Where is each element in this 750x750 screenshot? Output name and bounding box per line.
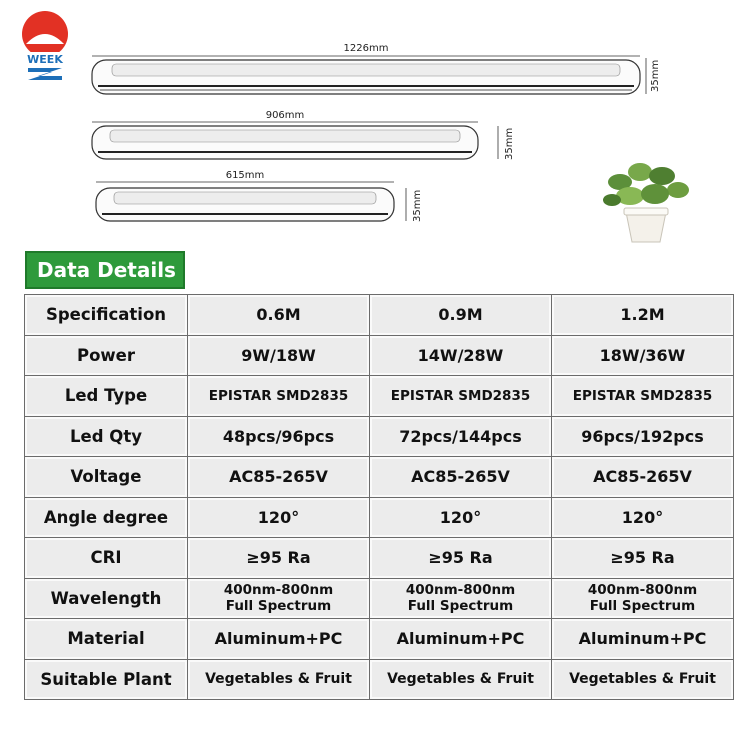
row-label: Angle degree <box>25 497 188 538</box>
table-cell: Vegetables & Fruit <box>188 659 370 700</box>
table-cell: ≥95 Ra <box>370 538 552 579</box>
table-row <box>25 659 734 700</box>
spec-table <box>24 294 734 700</box>
height-label-3: 35mm <box>412 189 423 222</box>
table-row <box>25 497 734 538</box>
table-cell: 0.6M <box>188 295 370 336</box>
table-row <box>25 335 734 376</box>
table-cell: Aluminum+PC <box>188 619 370 660</box>
table-cell: 96pcs/192pcs <box>552 416 734 457</box>
table-cell: EPISTAR SMD2835 <box>552 376 734 417</box>
table-cell: 1.2M <box>552 295 734 336</box>
table-cell: 48pcs/96pcs <box>188 416 370 457</box>
table-row <box>25 416 734 457</box>
wavelength-spectrum: Full Spectrum <box>225 598 332 615</box>
table-cell: Vegetables & Fruit <box>370 659 552 700</box>
row-label: Led Qty <box>25 416 188 457</box>
table-row <box>25 376 734 417</box>
logo-text: WEEK <box>27 53 63 66</box>
table-row <box>25 457 734 498</box>
table-cell: ≥95 Ra <box>552 538 734 579</box>
length-label-1226: 1226mm <box>343 43 389 54</box>
table-cell: Vegetables & Fruit <box>552 659 734 700</box>
table-cell: AC85-265V <box>552 457 734 498</box>
row-label: Led Type <box>25 376 188 417</box>
table-cell: Aluminum+PC <box>552 619 734 660</box>
table-cell: 14W/28W <box>370 335 552 376</box>
table-cell: 18W/36W <box>552 335 734 376</box>
table-row <box>25 619 734 660</box>
row-label: Power <box>25 335 188 376</box>
row-label: Specification <box>25 295 188 336</box>
table-cell: 120° <box>370 497 552 538</box>
row-label: CRI <box>25 538 188 579</box>
table-cell: 0.9M <box>370 295 552 336</box>
table-cell <box>552 578 734 619</box>
row-label: Voltage <box>25 457 188 498</box>
wavelength-range: 400nm-800nm <box>587 582 698 599</box>
table-cell: 9W/18W <box>188 335 370 376</box>
wavelength-spectrum: Full Spectrum <box>407 598 514 615</box>
potted-plant-image <box>600 160 692 246</box>
table-cell: EPISTAR SMD2835 <box>188 376 370 417</box>
table-cell: AC85-265V <box>188 457 370 498</box>
wavelength-range: 400nm-800nm <box>223 582 334 599</box>
table-cell: 120° <box>552 497 734 538</box>
table-row <box>25 578 734 619</box>
row-label: Material <box>25 619 188 660</box>
table-row <box>25 538 734 579</box>
length-label-906: 906mm <box>265 110 305 121</box>
row-label: Suitable Plant <box>25 659 188 700</box>
length-label-615: 615mm <box>225 170 265 181</box>
table-cell: ≥95 Ra <box>188 538 370 579</box>
table-cell: AC85-265V <box>370 457 552 498</box>
row-label: Wavelength <box>25 578 188 619</box>
table-cell <box>188 578 370 619</box>
wavelength-range: 400nm-800nm <box>405 582 516 599</box>
height-label-1: 35mm <box>650 59 661 92</box>
wavelength-spectrum: Full Spectrum <box>589 598 696 615</box>
table-cell: Aluminum+PC <box>370 619 552 660</box>
table-cell: 120° <box>188 497 370 538</box>
table-cell: EPISTAR SMD2835 <box>370 376 552 417</box>
table-cell: 72pcs/144pcs <box>370 416 552 457</box>
table-row <box>25 295 734 336</box>
height-label-2: 35mm <box>504 127 515 160</box>
data-details-title: Data Details <box>25 251 185 289</box>
table-cell <box>370 578 552 619</box>
